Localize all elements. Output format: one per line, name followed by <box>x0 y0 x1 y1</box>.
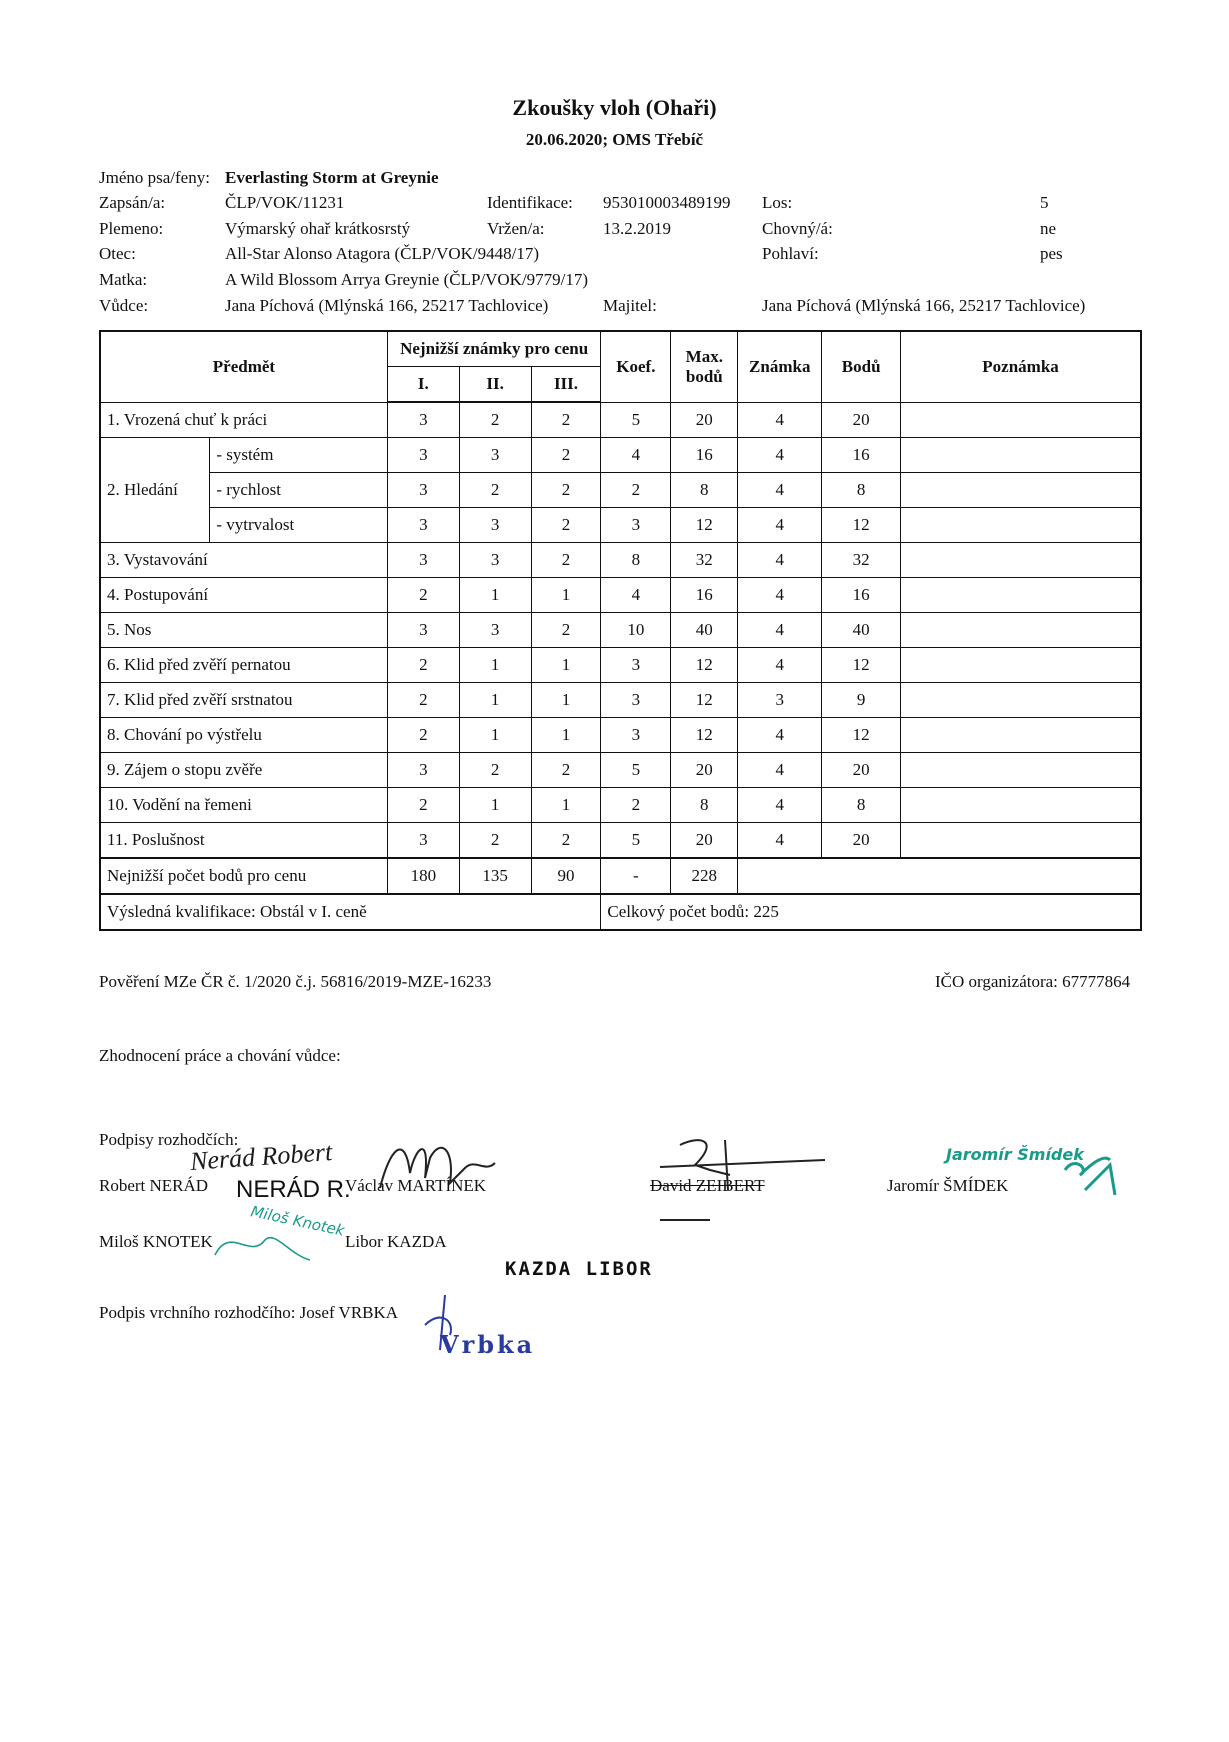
cell-c1: 2 <box>387 648 459 683</box>
cell-koef: 3 <box>601 718 671 753</box>
cell-points: 20 <box>822 823 901 859</box>
cell-c1: 3 <box>387 402 459 438</box>
row-subject: 4. Postupování <box>100 578 387 613</box>
cell-c1: 2 <box>387 683 459 718</box>
cell-max: 12 <box>671 508 738 543</box>
cell-c1: 2 <box>387 578 459 613</box>
cell-koef: 8 <box>601 543 671 578</box>
chief-judge-label: Podpis vrchního rozhodčího: Josef VRBKA <box>99 1303 399 1322</box>
cell-grade: 4 <box>738 578 822 613</box>
judge2-signature <box>370 1128 500 1198</box>
row-subject: 5. Nos <box>100 613 387 648</box>
cell-koef: 4 <box>601 438 671 473</box>
cell-grade: 4 <box>738 648 822 683</box>
row-subject: 1. Vrozená chuť k práci <box>100 402 387 438</box>
cell-note <box>901 543 1141 578</box>
table-row <box>100 718 1141 753</box>
judge3-name: David ZEIBERT <box>650 1176 765 1195</box>
born-label: Vržen/a: <box>487 219 545 238</box>
row-subject: 10. Vodění na řemeni <box>100 788 387 823</box>
min-points-row <box>100 858 1141 894</box>
owner-label: Majitel: <box>603 296 657 315</box>
cell-grade: 4 <box>738 718 822 753</box>
cell-grade: 4 <box>738 438 822 473</box>
cell-c3: 2 <box>531 438 601 473</box>
row-subitem: - vytrvalost <box>210 508 388 543</box>
breed-value: Výmarský ohař krátkosrstý <box>225 219 411 238</box>
los-label: Los: <box>762 193 793 212</box>
cell-c2: 2 <box>459 823 531 859</box>
cell-koef: 3 <box>601 648 671 683</box>
header-lowest-grades: Nejnižší známky pro cenu <box>387 331 601 367</box>
cell-c2: 3 <box>459 613 531 648</box>
cell-koef: 3 <box>601 683 671 718</box>
min-points-label: Nejnižší počet bodů pro cenu <box>100 858 387 894</box>
cell-koef: 4 <box>601 578 671 613</box>
cell-points: 12 <box>822 718 901 753</box>
cell-max: 16 <box>671 438 738 473</box>
header-max-points: Max. bodů <box>671 331 738 402</box>
cell-grade: 4 <box>738 788 822 823</box>
cell-max: 8 <box>671 788 738 823</box>
cell-c2: 3 <box>459 508 531 543</box>
cell-c2: 3 <box>459 438 531 473</box>
cell-c1: 3 <box>387 473 459 508</box>
cell-c2: 2 <box>459 753 531 788</box>
authorization-note: Pověření MZe ČR č. 1/2020 č.j. 56816/2019-MZE-16233 <box>99 972 492 991</box>
cell-koef: 2 <box>601 473 671 508</box>
cell-note <box>901 508 1141 543</box>
cell-c2: 1 <box>459 648 531 683</box>
judge2-name: Václav MARTÍNEK <box>345 1176 487 1195</box>
cell-c3: 1 <box>531 718 601 753</box>
sex-value: pes <box>1040 244 1063 263</box>
cell-points: 8 <box>822 788 901 823</box>
row-subject: 8. Chování po výstřelu <box>100 718 387 753</box>
cell-max: 20 <box>671 823 738 859</box>
judge4-stamp: Jaromír Šmídek <box>946 1145 1084 1164</box>
mother-value: A Wild Blossom Arrya Greynie (ČLP/VOK/9779/17) <box>225 270 589 289</box>
min-points-c3: 90 <box>531 858 601 894</box>
id-value: 953010003489199 <box>603 193 731 212</box>
cell-c3: 1 <box>531 648 601 683</box>
judge4-signature <box>1060 1145 1120 1205</box>
evaluation-label: Zhodnocení práce a chování vůdce: <box>99 1046 341 1065</box>
cell-c2: 2 <box>459 473 531 508</box>
cell-c1: 2 <box>387 788 459 823</box>
cell-max: 12 <box>671 683 738 718</box>
min-points-empty <box>738 858 1141 894</box>
cell-grade: 4 <box>738 508 822 543</box>
judges-label: Podpisy rozhodčích: <box>99 1130 239 1149</box>
cell-max: 32 <box>671 543 738 578</box>
cell-points: 16 <box>822 578 901 613</box>
cell-note <box>901 402 1141 438</box>
header-subject: Předmět <box>100 331 387 402</box>
cell-c3: 1 <box>531 788 601 823</box>
table-row <box>100 648 1141 683</box>
cell-koef: 2 <box>601 788 671 823</box>
judge6-name: Libor KAZDA <box>345 1232 447 1251</box>
los-value: 5 <box>1040 193 1049 212</box>
cell-grade: 4 <box>738 473 822 508</box>
breeder-label: Chovný/á: <box>762 219 833 238</box>
cell-max: 16 <box>671 578 738 613</box>
cell-grade: 4 <box>738 613 822 648</box>
cell-note <box>901 753 1141 788</box>
header-points: Bodů <box>822 331 901 402</box>
judge6-stamp: KAZDA LIBOR <box>505 1258 653 1280</box>
cell-c1: 2 <box>387 718 459 753</box>
row-subject: 9. Zájem o stopu zvěře <box>100 753 387 788</box>
cell-c3: 1 <box>531 578 601 613</box>
born-value: 13.2.2019 <box>603 219 671 238</box>
cell-points: 20 <box>822 402 901 438</box>
cell-max: 8 <box>671 473 738 508</box>
row-subject: 2. Hledání <box>100 438 210 543</box>
cell-c3: 2 <box>531 823 601 859</box>
cell-c2: 1 <box>459 578 531 613</box>
id-label: Identifikace: <box>487 193 573 212</box>
header-note: Poznámka <box>901 331 1141 402</box>
cell-c2: 1 <box>459 788 531 823</box>
cell-c2: 2 <box>459 402 531 438</box>
cell-c3: 2 <box>531 543 601 578</box>
header-grade: Známka <box>738 331 822 402</box>
total-points: Celkový počet bodů: 225 <box>601 894 1141 930</box>
father-label: Otec: <box>99 244 136 263</box>
cell-note <box>901 648 1141 683</box>
row-subject: 11. Poslušnost <box>100 823 387 859</box>
result-row <box>100 894 1141 930</box>
cell-note <box>901 578 1141 613</box>
cell-c3: 2 <box>531 402 601 438</box>
cell-c2: 1 <box>459 683 531 718</box>
father-value: All-Star Alonso Atagora (ČLP/VOK/9448/17) <box>225 244 540 263</box>
cell-points: 8 <box>822 473 901 508</box>
cell-grade: 4 <box>738 823 822 859</box>
breed-label: Plemeno: <box>99 219 164 238</box>
header-class-3: III. <box>531 367 601 403</box>
cell-c1: 3 <box>387 543 459 578</box>
judge1-signature: Nerád Robert <box>189 1137 334 1176</box>
cell-points: 9 <box>822 683 901 718</box>
dog-value: Everlasting Storm at Greynie <box>225 168 439 187</box>
judge5-stamp: Miloš Knotek <box>249 1202 347 1240</box>
min-points-koef: - <box>601 858 671 894</box>
cell-grade: 4 <box>738 402 822 438</box>
cell-koef: 5 <box>601 823 671 859</box>
cell-koef: 5 <box>601 753 671 788</box>
cell-max: 20 <box>671 402 738 438</box>
mother-label: Matka: <box>99 270 148 289</box>
judge1-stamp: NERÁD R. <box>236 1176 351 1203</box>
cell-c3: 2 <box>531 613 601 648</box>
cell-max: 12 <box>671 648 738 683</box>
sex-label: Pohlaví: <box>762 244 819 263</box>
cell-c3: 2 <box>531 473 601 508</box>
document-title: Zkoušky vloh (Ohaři) <box>512 95 717 120</box>
row-subitem: - rychlost <box>210 473 388 508</box>
cell-max: 40 <box>671 613 738 648</box>
cell-points: 12 <box>822 648 901 683</box>
row-subitem: - systém <box>210 438 388 473</box>
table-row <box>100 753 1141 788</box>
cell-c1: 3 <box>387 438 459 473</box>
table-row <box>100 508 1141 543</box>
row-subject: 6. Klid před zvěří pernatou <box>100 648 387 683</box>
row-subject: 3. Vystavování <box>100 543 387 578</box>
header-class-1: I. <box>387 367 459 403</box>
cell-koef: 5 <box>601 402 671 438</box>
dog-label: Jméno psa/feny: <box>99 168 210 187</box>
row-subject: 7. Klid před zvěří srstnatou <box>100 683 387 718</box>
table-row <box>100 823 1141 859</box>
min-points-max: 228 <box>671 858 738 894</box>
cell-note <box>901 438 1141 473</box>
table-row <box>100 473 1141 508</box>
cell-note <box>901 823 1141 859</box>
cell-c3: 2 <box>531 753 601 788</box>
header-class-2: II. <box>459 367 531 403</box>
table-row <box>100 788 1141 823</box>
cell-points: 32 <box>822 543 901 578</box>
score-table <box>99 330 1142 931</box>
cell-note <box>901 718 1141 753</box>
cell-points: 20 <box>822 753 901 788</box>
cell-grade: 4 <box>738 543 822 578</box>
cell-note <box>901 473 1141 508</box>
cell-c1: 3 <box>387 508 459 543</box>
cell-points: 12 <box>822 508 901 543</box>
cell-c3: 1 <box>531 683 601 718</box>
cell-koef: 3 <box>601 508 671 543</box>
qualification-result: Výsledná kvalifikace: Obstál v I. ceně <box>100 894 601 930</box>
cell-note <box>901 788 1141 823</box>
header-koef: Koef. <box>601 331 671 402</box>
reg-value: ČLP/VOK/11231 <box>225 193 345 212</box>
owner-value: Jana Píchová (Mlýnská 166, 25217 Tachlovice) <box>762 296 1086 315</box>
cell-grade: 4 <box>738 753 822 788</box>
cell-note <box>901 683 1141 718</box>
cell-grade: 3 <box>738 683 822 718</box>
table-row <box>100 613 1141 648</box>
cell-max: 20 <box>671 753 738 788</box>
cell-c2: 1 <box>459 718 531 753</box>
table-row <box>100 683 1141 718</box>
judge5-signature <box>210 1215 320 1270</box>
handler-value: Jana Píchová (Mlýnská 166, 25217 Tachlovice) <box>225 296 549 315</box>
cell-c2: 3 <box>459 543 531 578</box>
cell-note <box>901 613 1141 648</box>
document-subtitle: 20.06.2020; OMS Třebíč <box>525 130 704 149</box>
chief-judge-stamp: Vrbka <box>440 1330 536 1359</box>
handler-label: Vůdce: <box>99 296 149 315</box>
table-row <box>100 402 1141 438</box>
cell-max: 12 <box>671 718 738 753</box>
cell-c1: 3 <box>387 753 459 788</box>
cell-koef: 10 <box>601 613 671 648</box>
cell-c3: 2 <box>531 508 601 543</box>
table-row <box>100 543 1141 578</box>
cell-c1: 3 <box>387 613 459 648</box>
cell-points: 16 <box>822 438 901 473</box>
reg-label: Zapsán/a: <box>99 193 166 212</box>
judge1-name: Robert NERÁD <box>99 1176 209 1195</box>
judge4-name: Jaromír ŠMÍDEK <box>887 1176 1009 1195</box>
table-row <box>100 438 1141 473</box>
breeder-value: ne <box>1040 219 1057 238</box>
cell-c1: 3 <box>387 823 459 859</box>
judge5-name: Miloš KNOTEK <box>99 1232 213 1251</box>
min-points-c2: 135 <box>459 858 531 894</box>
cell-points: 40 <box>822 613 901 648</box>
judge3-signature <box>650 1135 830 1225</box>
organizer-ico: IČO organizátora: 67777864 <box>935 972 1131 991</box>
table-row <box>100 578 1141 613</box>
min-points-c1: 180 <box>387 858 459 894</box>
